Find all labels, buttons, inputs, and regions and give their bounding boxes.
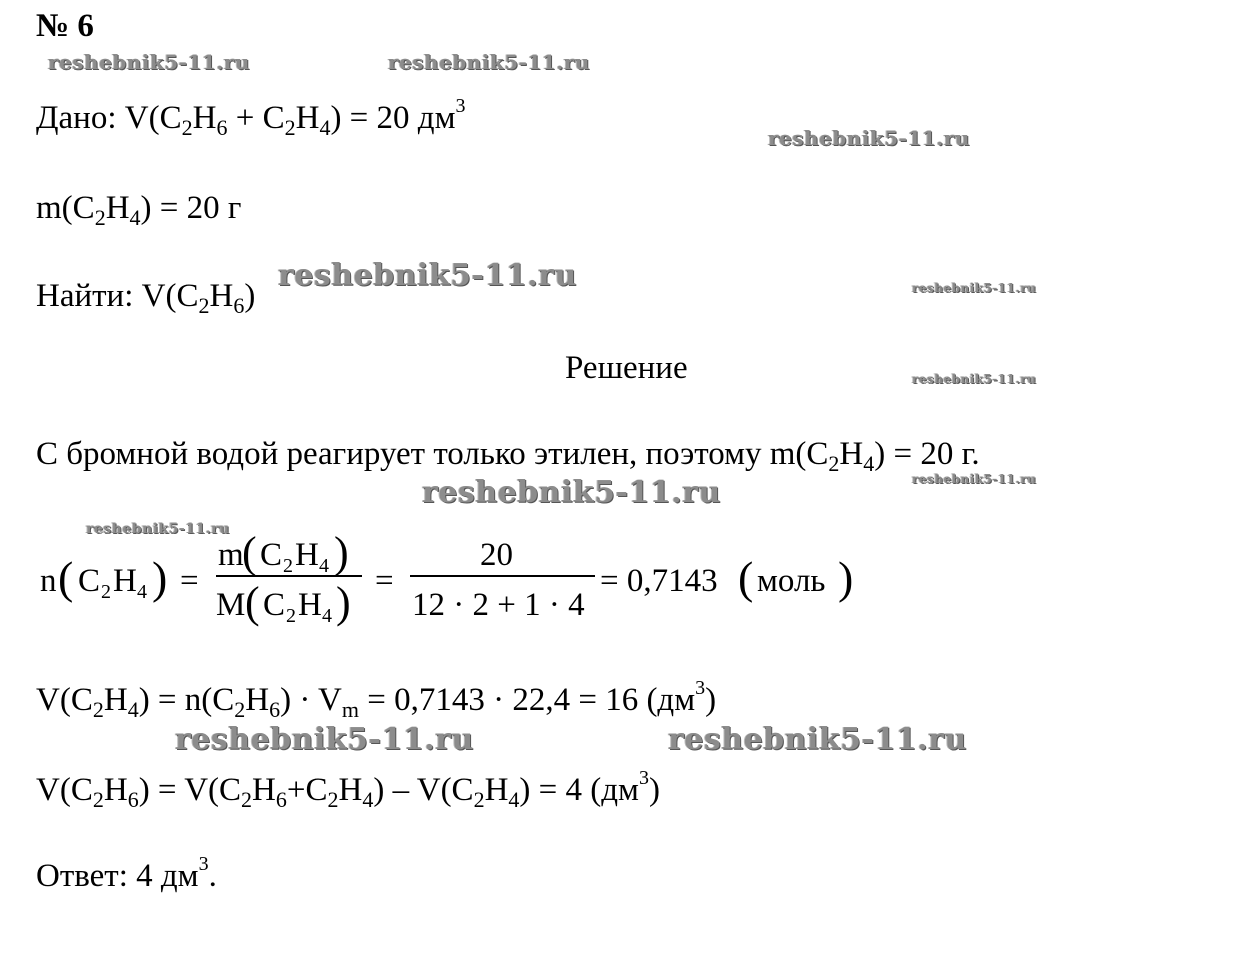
watermark: reshebnik5-11.ru	[912, 472, 1037, 486]
svg-text:H: H	[295, 537, 319, 573]
svg-text:4: 4	[137, 581, 147, 603]
ethylene-volume-line: $V(C_2H_4) = n(C_2H_6) \cdot V_m = 0,7143 \cdot 22,4 = 16$ $(дм^3)$	[36, 677, 717, 722]
answer-line: Ответ: 4 $дм^3$.	[36, 853, 217, 894]
ethane-volume-line: $V(C_2H_6) = V(C_2H_6+C_2H_4) - V(C_2H_4) = 4$ $(дм^3)$	[36, 767, 660, 812]
formula-result: = 0,7143	[600, 563, 718, 599]
watermark: reshebnik5-11.ru	[422, 475, 721, 510]
formula-n: n	[40, 563, 57, 599]
formula-m: m	[218, 537, 244, 573]
svg-text:C: C	[263, 587, 286, 623]
svg-text:C: C	[78, 563, 101, 599]
svg-text:H: H	[298, 587, 322, 623]
watermark: reshebnik5-11.ru	[48, 50, 250, 74]
statement-line: С бромной водой реагирует только этилен, поэтому $m(C_2H_4) = 20$ г.	[36, 436, 980, 476]
svg-text:(: (	[242, 528, 257, 577]
formula-unit: моль	[757, 563, 826, 599]
watermark: reshebnik5-11.ru	[388, 50, 590, 74]
svg-text:): )	[336, 578, 351, 627]
svg-text:=: =	[180, 563, 199, 599]
given-volume-line: Дано: $V(C_2H_6 + C_2H_4) = 20$ $дм^3$	[36, 95, 466, 140]
svg-text:4: 4	[319, 555, 329, 577]
watermark: reshebnik5-11.ru	[768, 126, 970, 150]
watermark: reshebnik5-11.ru	[278, 258, 577, 293]
svg-text:): )	[334, 528, 349, 577]
svg-text:(: (	[245, 578, 260, 627]
formula-numerator: 20	[480, 537, 513, 573]
watermark: reshebnik5-11.ru	[668, 722, 967, 757]
watermark: reshebnik5-11.ru	[86, 521, 230, 537]
svg-text:(: (	[58, 552, 74, 603]
formula-M: M	[216, 587, 246, 623]
svg-text:2: 2	[286, 605, 296, 627]
find-line: Найти: $V(C_2H_6)$	[36, 278, 256, 318]
watermark: reshebnik5-11.ru	[175, 722, 474, 757]
svg-text:=: =	[375, 563, 394, 599]
svg-text:H: H	[113, 563, 137, 599]
svg-text:4: 4	[322, 605, 332, 627]
svg-text:C: C	[260, 537, 283, 573]
svg-text:2: 2	[101, 581, 111, 603]
watermark: reshebnik5-11.ru	[912, 281, 1037, 295]
problem-number: № 6	[36, 8, 94, 44]
svg-text:2: 2	[283, 555, 293, 577]
formula-denominator: 12 · 2 + 1 · 4	[412, 587, 585, 623]
given-mass-line: $m(C_2H_4) = 20$ г	[36, 190, 242, 230]
svg-text:): )	[838, 552, 854, 603]
watermark: reshebnik5-11.ru	[912, 372, 1037, 386]
molar-formula	[30, 525, 870, 635]
solution-heading: Решение	[565, 350, 688, 386]
svg-text:(: (	[738, 552, 754, 603]
svg-text:): )	[152, 552, 168, 603]
